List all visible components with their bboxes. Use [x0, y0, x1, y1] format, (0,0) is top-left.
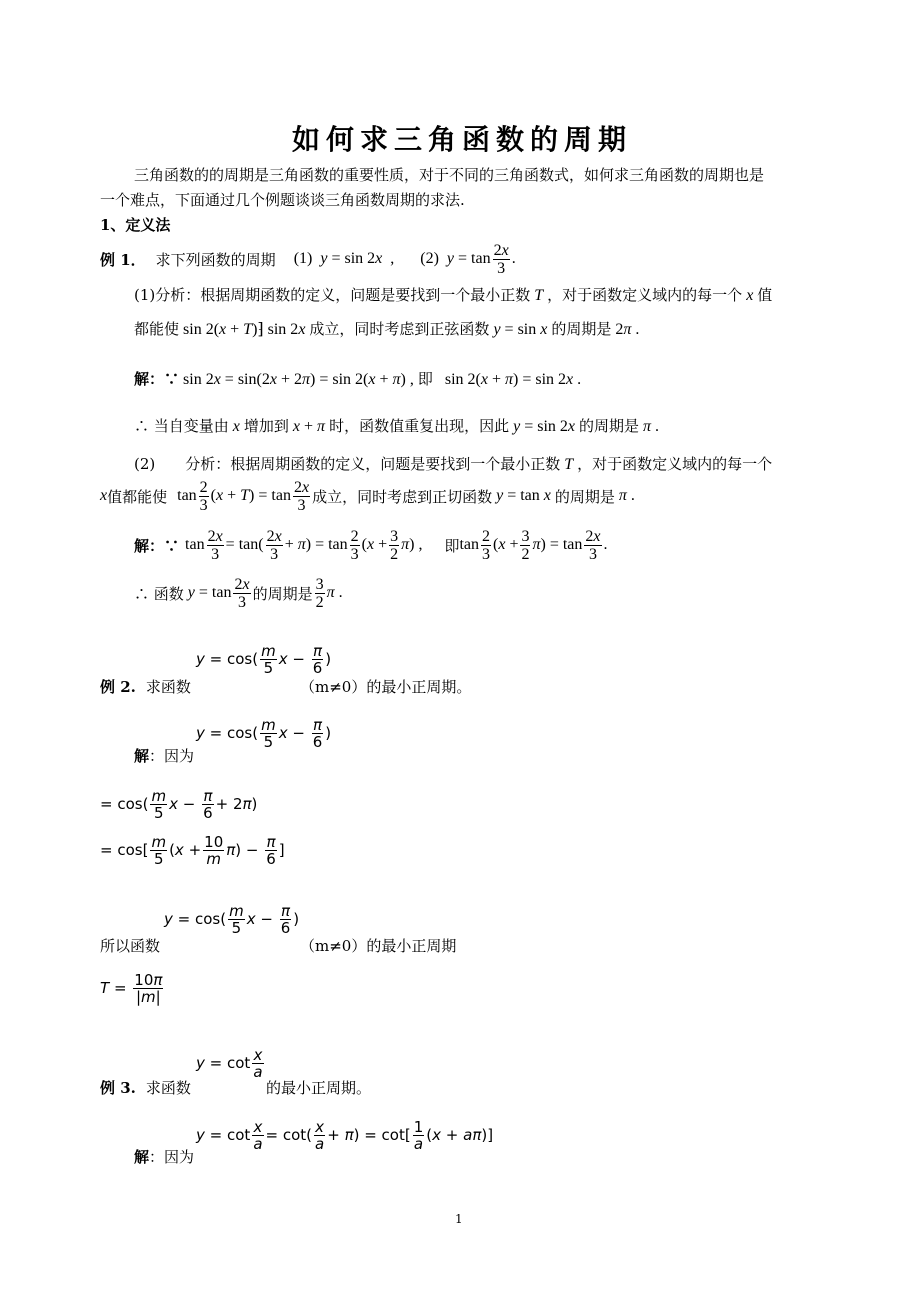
ex1-analysis-2-line-1: (2) 分析：根据周期函数的定义，问题是要找到一个最小正数 T ，对于函数定义域内的每一个	[134, 455, 773, 473]
ex2-conclusion-prefix: 所以函数	[100, 937, 161, 955]
ex1-conclusion-2: ∴ 函数 y = tan $\frac{2x}{3}$ 的周期是 $\frac{3}{2}$ π .	[134, 575, 343, 611]
example-3-heading: 例 3. 求函数	[100, 1079, 191, 1097]
ex1-solution-2: 解：∵ tan $\frac{2x}{3}$ = tan( $\frac{2x}{3}$ + π) = tan $\frac{2}{3}$ (x + $\frac{3}{2}$ π) , 即 tan $\frac{2}{3}$ (x + $\frac{3}{2}$ π) = tan $\frac{2x}{3}$ .	[134, 527, 608, 563]
ex2-derivation-step-2: = cos[ $\frac{m}{5}$ (x + $\frac{10}{m}$ π) − $\frac{\pi}{6}$ ]	[100, 833, 285, 868]
ex2-derivation-step-1: = cos( $\frac{m}{5}$ x − $\frac{\pi}{6}$ + 2π)	[100, 787, 258, 822]
section-heading-definition: 1、定义法	[100, 216, 171, 234]
ex2-solution-label: 解：因为	[134, 747, 195, 765]
page-number: 1	[455, 1212, 463, 1226]
ex2-period-result: T = $\frac{10\pi}{|m|}$	[100, 971, 163, 1006]
ex1-solution-1: 解：∵ sin 2x = sin(2x + 2π) = sin 2(x + π) , 即 sin 2(x + π) = sin 2x .	[134, 370, 582, 388]
ex1-analysis-2-line-2: x 值都能使 tan $\frac{2}{3}$ (x + T) = tan $\frac{2x}{3}$ 成立，同时考虑到正切函数 y = tan x 的周期是 π .	[100, 478, 635, 514]
intro-line-1: 三角函数的的周期是三角函数的重要性质，对于不同的三角函数式，如何求三角函数的周期也是	[134, 166, 765, 184]
ex2-conclusion-formula: y = cos( $\frac{m}{5}$ x − $\frac{\pi}{6}$ )	[164, 902, 300, 937]
ex2-function-formula: y = cos( $\frac{m}{5}$ x − $\frac{\pi}{6}$ )	[196, 642, 332, 677]
ex3-suffix: 的最小正周期。	[266, 1079, 372, 1097]
ex2-condition: （m≠0）的最小正周期。	[300, 678, 472, 696]
ex1-part1-formula: y = sin 2x	[320, 250, 383, 267]
ex3-function-formula: y = cot $\frac{x}{a}$	[196, 1046, 263, 1081]
ex1-part2-formula: y = tan $\frac{2x}{3}$ .	[446, 241, 516, 277]
intro-line-2: 一个难点，下面通过几个例题谈谈三角函数周期的求法.	[100, 191, 465, 209]
page-title: 如何求三角函数的周期	[292, 123, 633, 156]
ex1-part2-label: (2)	[420, 250, 439, 267]
example-2-heading: 例 2. 求函数	[100, 678, 191, 696]
example-1-label: 例 1．	[100, 250, 146, 269]
ex3-solution-formula: y = cot $\frac{x}{a}$ = cot( $\frac{x}{a}$ + π) = cot[ $\frac{1}{a}$ (x + aπ)]	[196, 1118, 494, 1153]
ex1-conclusion-1: ∴ 当自变量由 x 增加到 x + π 时，函数值重复出现，因此 y = sin 2x 的周期是 π .	[134, 417, 660, 435]
example-1-heading: 例 1． 求下列函数的周期 (1) y = sin 2x , (2) y = tan $\frac{2x}{3}$ .	[100, 241, 516, 277]
ex1-part1-label: (1)	[293, 250, 313, 267]
ex3-solution-label: 解：因为	[134, 1148, 195, 1166]
ex1-analysis-1-line-2: 都能使 sin 2(x + T)⁆ sin 2x 成立，同时考虑到正弦函数 y = sin x 的周期是 2π .	[134, 320, 640, 338]
ex1-analysis-1-line-1: (1)分析：根据周期函数的定义，问题是要找到一个最小正数 T ，对于函数定义域内的每一个 x 值	[134, 286, 773, 304]
ex2-conclusion-suffix: （m≠0）的最小正周期	[300, 937, 457, 955]
example-1-prompt: 求下列函数的周期	[155, 250, 276, 269]
ex2-solution-formula: y = cos( $\frac{m}{5}$ x − $\frac{\pi}{6}$ )	[196, 716, 332, 751]
